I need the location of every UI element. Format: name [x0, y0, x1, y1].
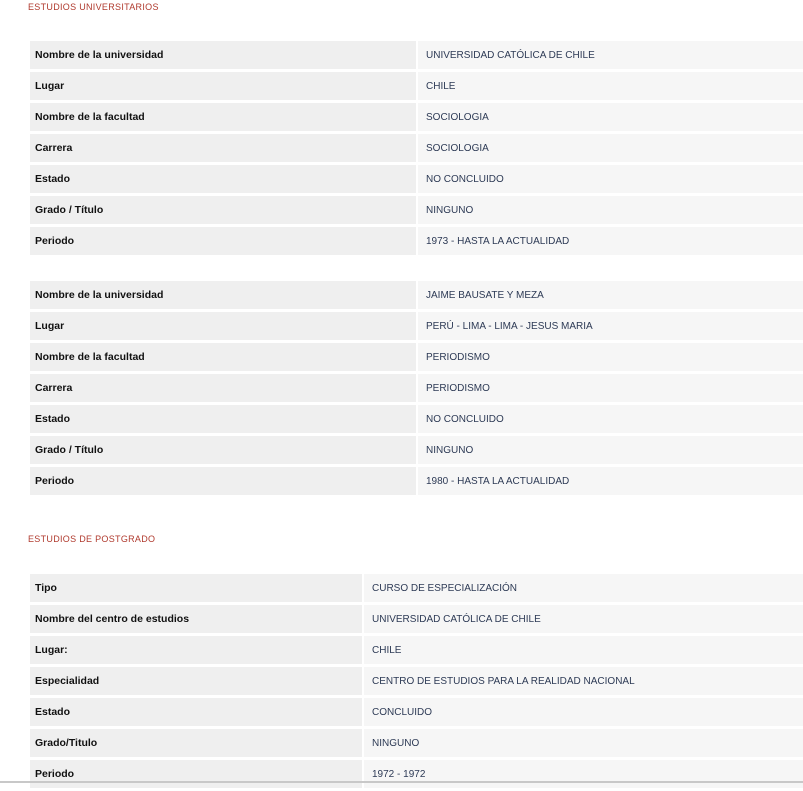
row-value: CHILE [418, 72, 803, 100]
university-table-2 [30, 278, 803, 498]
table-row [30, 636, 803, 664]
row-value: 1973 - HASTA LA ACTUALIDAD [418, 227, 803, 255]
table-row [30, 196, 803, 224]
row-value: UNIVERSIDAD CATÓLICA DE CHILE [418, 41, 803, 69]
section-title-estudios-de-postgrado: ESTUDIOS DE POSTGRADO [28, 534, 156, 544]
row-label: Periodo [30, 760, 362, 788]
row-label: Lugar [30, 72, 416, 100]
table-row [30, 605, 803, 633]
row-label: Periodo [30, 227, 416, 255]
table-row [30, 405, 803, 433]
row-label: Estado [30, 405, 416, 433]
section-title-estudios-universitarios: ESTUDIOS UNIVERSITARIOS [28, 2, 159, 12]
table-row [30, 312, 803, 340]
table-row [30, 667, 803, 695]
table-row [30, 227, 803, 255]
row-label: Lugar: [30, 636, 362, 664]
row-value: CENTRO DE ESTUDIOS PARA LA REALIDAD NACIONAL [364, 667, 803, 695]
table-row [30, 103, 803, 131]
row-value: CHILE [364, 636, 803, 664]
table-row [30, 134, 803, 162]
row-label: Nombre de la universidad [30, 41, 416, 69]
row-label: Nombre de la universidad [30, 281, 416, 309]
row-value: PERIODISMO [418, 343, 803, 371]
row-value: NO CONCLUIDO [418, 165, 803, 193]
row-label: Carrera [30, 374, 416, 402]
row-label: Nombre de la facultad [30, 103, 416, 131]
row-label: Nombre de la facultad [30, 343, 416, 371]
table-row [30, 467, 803, 495]
row-label: Nombre del centro de estudios [30, 605, 362, 633]
table-row [30, 343, 803, 371]
row-label: Periodo [30, 467, 416, 495]
table-row [30, 165, 803, 193]
table-row [30, 698, 803, 726]
row-label: Especialidad [30, 667, 362, 695]
row-value: NINGUNO [364, 729, 803, 757]
table-row [30, 281, 803, 309]
row-value: UNIVERSIDAD CATÓLICA DE CHILE [364, 605, 803, 633]
row-label: Grado / Título [30, 196, 416, 224]
row-label: Estado [30, 698, 362, 726]
row-value: SOCIOLOGIA [418, 103, 803, 131]
row-label: Tipo [30, 574, 362, 602]
row-value: 1972 - 1972 [364, 760, 803, 788]
table-row [30, 760, 803, 788]
row-value: PERÚ - LIMA - LIMA - JESUS MARIA [418, 312, 803, 340]
row-label: Grado/Titulo [30, 729, 362, 757]
row-value: JAIME BAUSATE Y MEZA [418, 281, 803, 309]
university-table-1 [30, 38, 803, 258]
row-value: SOCIOLOGIA [418, 134, 803, 162]
row-label: Estado [30, 165, 416, 193]
row-value: CONCLUIDO [364, 698, 803, 726]
row-value: NO CONCLUIDO [418, 405, 803, 433]
row-label: Grado / Título [30, 436, 416, 464]
row-label: Carrera [30, 134, 416, 162]
row-value: 1980 - HASTA LA ACTUALIDAD [418, 467, 803, 495]
table-row [30, 72, 803, 100]
row-value: CURSO DE ESPECIALIZACIÓN [364, 574, 803, 602]
table-row [30, 374, 803, 402]
table-row [30, 729, 803, 757]
row-label: Lugar [30, 312, 416, 340]
row-value: NINGUNO [418, 436, 803, 464]
table-row [30, 436, 803, 464]
postgraduate-table [30, 571, 803, 791]
row-value: NINGUNO [418, 196, 803, 224]
table-row [30, 41, 803, 69]
table-row [30, 574, 803, 602]
row-value: PERIODISMO [418, 374, 803, 402]
